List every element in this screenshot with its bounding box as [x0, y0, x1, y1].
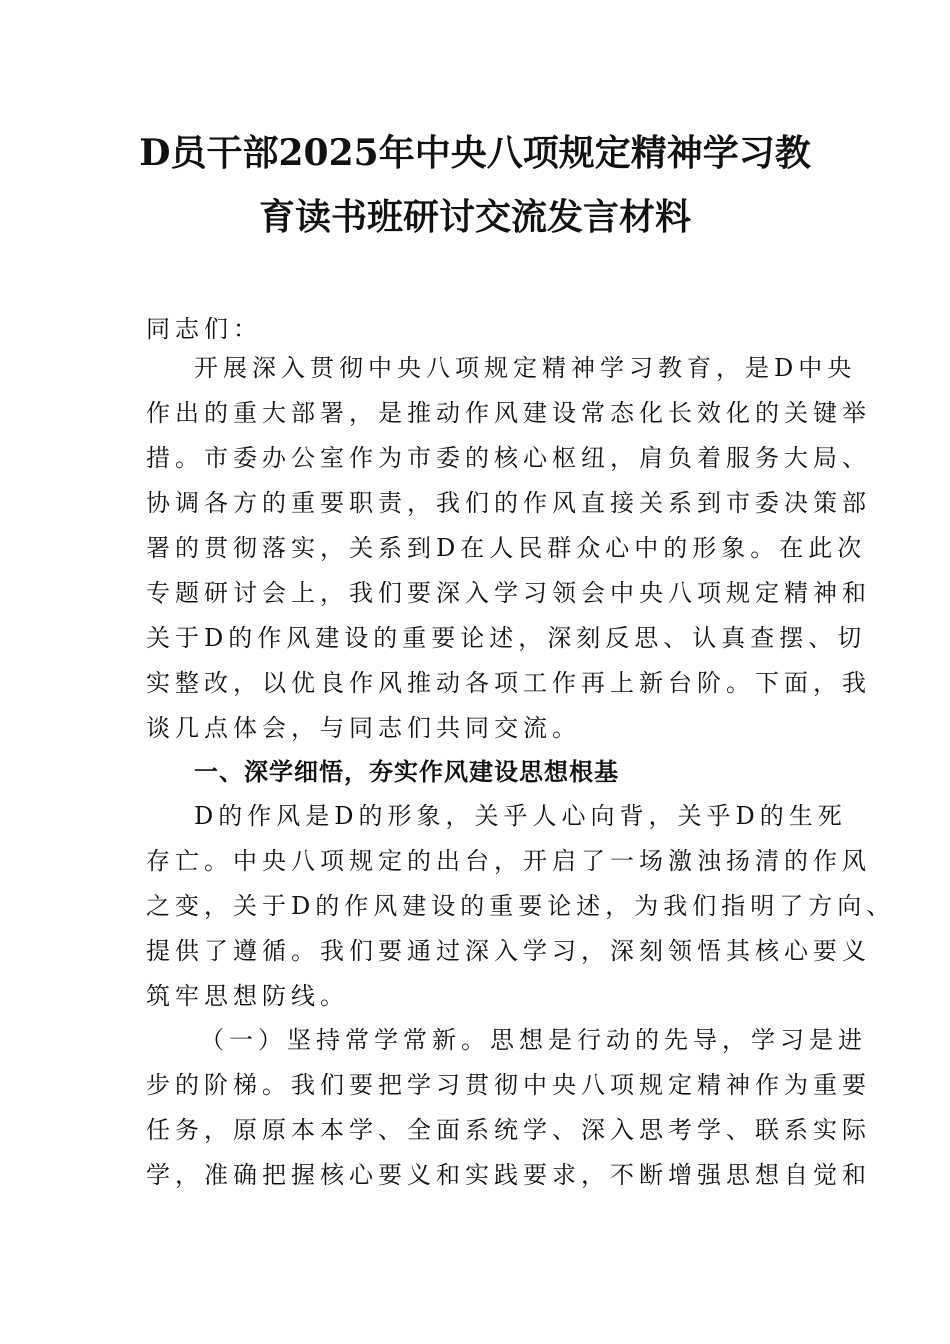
document-title-line-1: D员干部2025年中央八项规定精神学习教: [139, 132, 811, 174]
paragraph-line: 关于D的作风建设的重要论述，深刻反思、认真查摆、切: [146, 624, 867, 652]
subsection-line: （一）坚持常学常新。思想是行动的先导，学习是进: [200, 1026, 867, 1054]
paragraph-line: 专题研讨会上，我们要深入学习领会中央八项规定精神和: [146, 579, 871, 607]
paragraph-line: D的作风是D的形象，关乎人心向背，关乎D的生死: [194, 802, 847, 830]
paragraph-line: 作出的重大部署，是推动作风建设常态化长效化的关键举: [146, 399, 871, 427]
salutation: 同志们：: [146, 315, 262, 343]
paragraph-line: 署的贯彻落实，关系到D在人民群众心中的形象。在此次: [146, 534, 867, 562]
paragraph-line: 存亡。中央八项规定的出台，开启了一场激浊扬清的作风: [146, 847, 871, 875]
paragraph-line: 步的阶梯。我们要把学习贯彻中央八项规定精神作为重要: [146, 1071, 871, 1099]
paragraph-line: 任务，原原本本学、全面系统学、深入思考学、联系实际: [146, 1116, 871, 1144]
paragraph-line: 措。市委办公室作为市委的核心枢纽，肩负着服务大局、: [146, 444, 871, 472]
paragraph-line: 实整改，以优良作风推动各项工作再上新台阶。下面，我: [146, 669, 871, 697]
document-title-line-2: 育读书班研讨交流发言材料: [258, 196, 691, 238]
paragraph-line: 谈几点体会，与同志们共同交流。: [146, 714, 581, 742]
paragraph-line: 之变，关于D的作风建设的重要论述，为我们指明了方向、: [146, 892, 896, 920]
paragraph-line: 提供了遵循。我们要通过深入学习，深刻领悟其核心要义: [146, 937, 871, 965]
paragraph-line: 开展深入贯彻中央八项规定精神学习教育，是D中央: [194, 354, 857, 382]
paragraph-line: 筑牢思想防线。: [146, 982, 349, 1010]
paragraph-line: 协调各方的重要职责，我们的作风直接关系到市委决策部: [146, 489, 871, 517]
section-heading: 一、深学细悟，夯实作风建设思想根基: [194, 758, 619, 786]
paragraph-line: 学，准确把握核心要义和实践要求，不断增强思想自觉和: [146, 1161, 871, 1189]
